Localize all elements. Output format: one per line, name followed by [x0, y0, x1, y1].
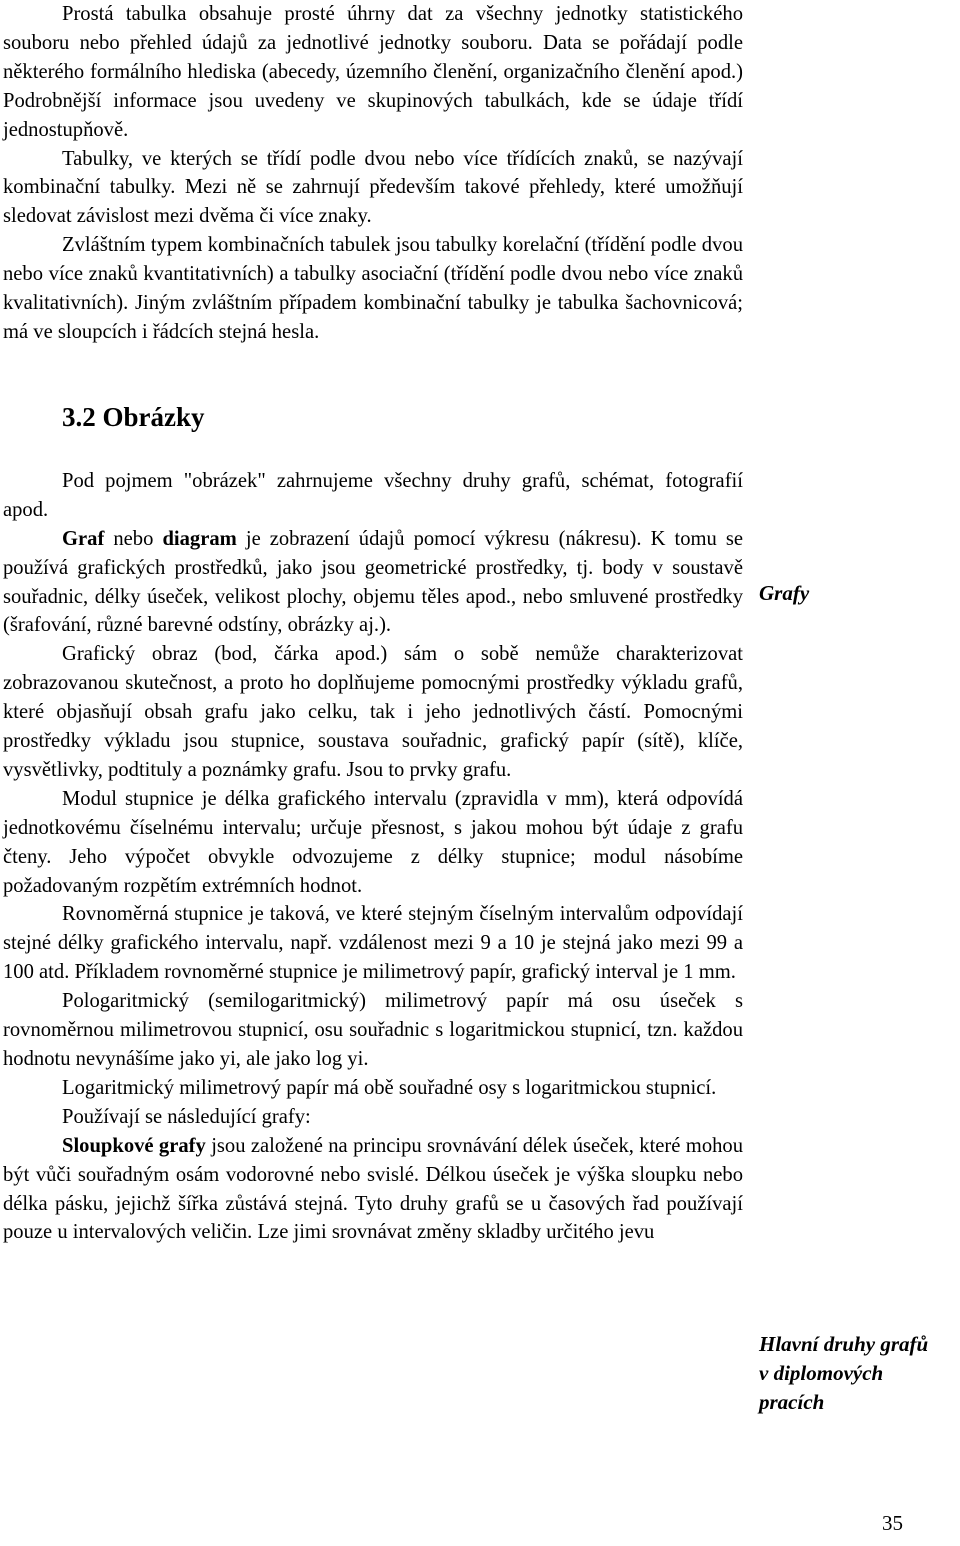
paragraph-kombinacni-tabulky: Tabulky, ve kterých se třídí podle dvou nebo více třídících znaků, se nazývají kombinační tabulky. Mezi ně se zahrnují především takové přehledy, které umožňují sledovat závislost mezi dvěma či více znaky.: [3, 147, 743, 228]
margin-note-grafy: Grafy: [759, 581, 810, 605]
paragraph-pouzivaji-se: Používají se následující grafy:: [62, 1105, 311, 1128]
paragraph-rovnomerna-stupnice: Rovnoměrná stupnice je taková, ve které stejným číselným intervalům odpovídají stejné délky grafického intervalu, např. vzdálenost mezi 9 a 10 je stejná jako mezi 99 a 100 atd. Příkladem rovnoměrné stupnice je milimetrový papír, grafický interval je 1 mm.: [3, 903, 743, 984]
term-graf: Graf: [62, 527, 105, 550]
paragraph-obrazek: Pod pojmem "obrázek" zahrnujeme všechny druhy grafů, schémat, fotografií apod.: [3, 469, 743, 521]
margin-note-line: Hlavní druhy grafů: [759, 1332, 929, 1356]
main-text-column: [3, 0, 743, 1247]
paragraph-graficky-obraz: Grafický obraz (bod, čárka apod.) sám o sobě nemůže charakterizovat zobrazovanou skutečnost, a proto ho doplňujeme pomocnými prostředky výkladu grafů, které objasňují obsah grafu jako celku, tak i jeho jednotlivých částí. Pomocnými prostředky výkladu jsou stupnice, soustava souřadnic, grafický papír (sítě), klíče, vysvětlivky, podtituly a poznámky grafu. Jsou to prvky grafu.: [3, 643, 743, 781]
paragraph-pologaritmicky: Pologaritmický (semilogaritmický) milimetrový papír má osu úseček s rovnoměrnou milimetrovou stupnicí, osu souřadnic s logaritmickou stupnicí, tzn. každou hodnotu nevynášíme jako yi, ale jako log yi.: [3, 990, 743, 1070]
term-diagram: diagram: [162, 527, 237, 550]
sloupkove-grafy-definition: jsou založené na principu srovnávání délek úseček, které mohou být vůči souřadným osám vodorovné nebo svislé. Délkou úseček je výška sloupku nebo délka pásku, jejichž šířka zůstává stejná. Tyto druhy grafů se u časových řad používají pouze u intervalových veličin. Lze jimi srovnávat změny skladby určitého jevu: [3, 1134, 744, 1244]
paragraph-prosta-tabulka: Prostá tabulka obsahuje prosté úhrny dat za všechny jednotky statistického souboru nebo přehled údajů za jednotlivé jednotky souboru. Data se pořádají podle některého formálního hlediska (abecedy, územního členění, organizačního členění apod.) Podrobnější informace jsou uvedeny ve skupinových tabulkách, kde se údaje třídí jednostupňově.: [3, 3, 743, 141]
term-connector: nebo: [104, 527, 163, 550]
paragraph-logaritmicky: Logaritmický milimetrový papír má obě souřadné osy s logaritmickou stupnicí.: [62, 1076, 717, 1099]
paragraph-graf: [3, 525, 743, 641]
margin-note-line: pracích: [759, 1390, 825, 1414]
section-heading: 3.2 Obrázky: [62, 401, 205, 432]
graf-definition: je zobrazení údajů pomocí výkresu (nákresu). K tomu se používá grafických prostředků, jako jsou geometrické prostředky, tj. body v soustavě souřadnic, délky úseček, velikost plochy, objemu těles apod., nebo smluvené prostředky (šrafování, různé barevné odstíny, obrázky aj.).: [3, 527, 743, 637]
paragraph-zvlastni-typ: Zvláštním typem kombinačních tabulek jsou tabulky korelační (třídění podle dvou nebo více znaků kvantitativních) a tabulky asociační (třídění podle dvou nebo více znaků kvalitativních). Jiným zvláštním případem kombinační tabulky je tabulka šachovnicová; má ve sloupcích i řádcích stejná hesla.: [3, 234, 743, 343]
paragraph-sloupkove-grafy: [3, 1132, 743, 1248]
margin-note-line: v diplomových: [759, 1361, 884, 1385]
term-sloupkove-grafy: Sloupkové grafy: [62, 1134, 206, 1157]
paragraph-modul-stupnice: Modul stupnice je délka grafického intervalu (zpravidla v mm), která odpovídá jednotkovému číselnému intervalu; určuje přesnost, s jakou mohou být údaje z grafu čteny. Jeho výpočet obvykle odvozujeme z délky stupnice; modul násobíme požadovaným rozpětím extrémních hodnot.: [3, 787, 743, 897]
margin-note-hlavni-druhy-grafu: [759, 1330, 959, 1417]
page-number: 35: [882, 1511, 903, 1535]
